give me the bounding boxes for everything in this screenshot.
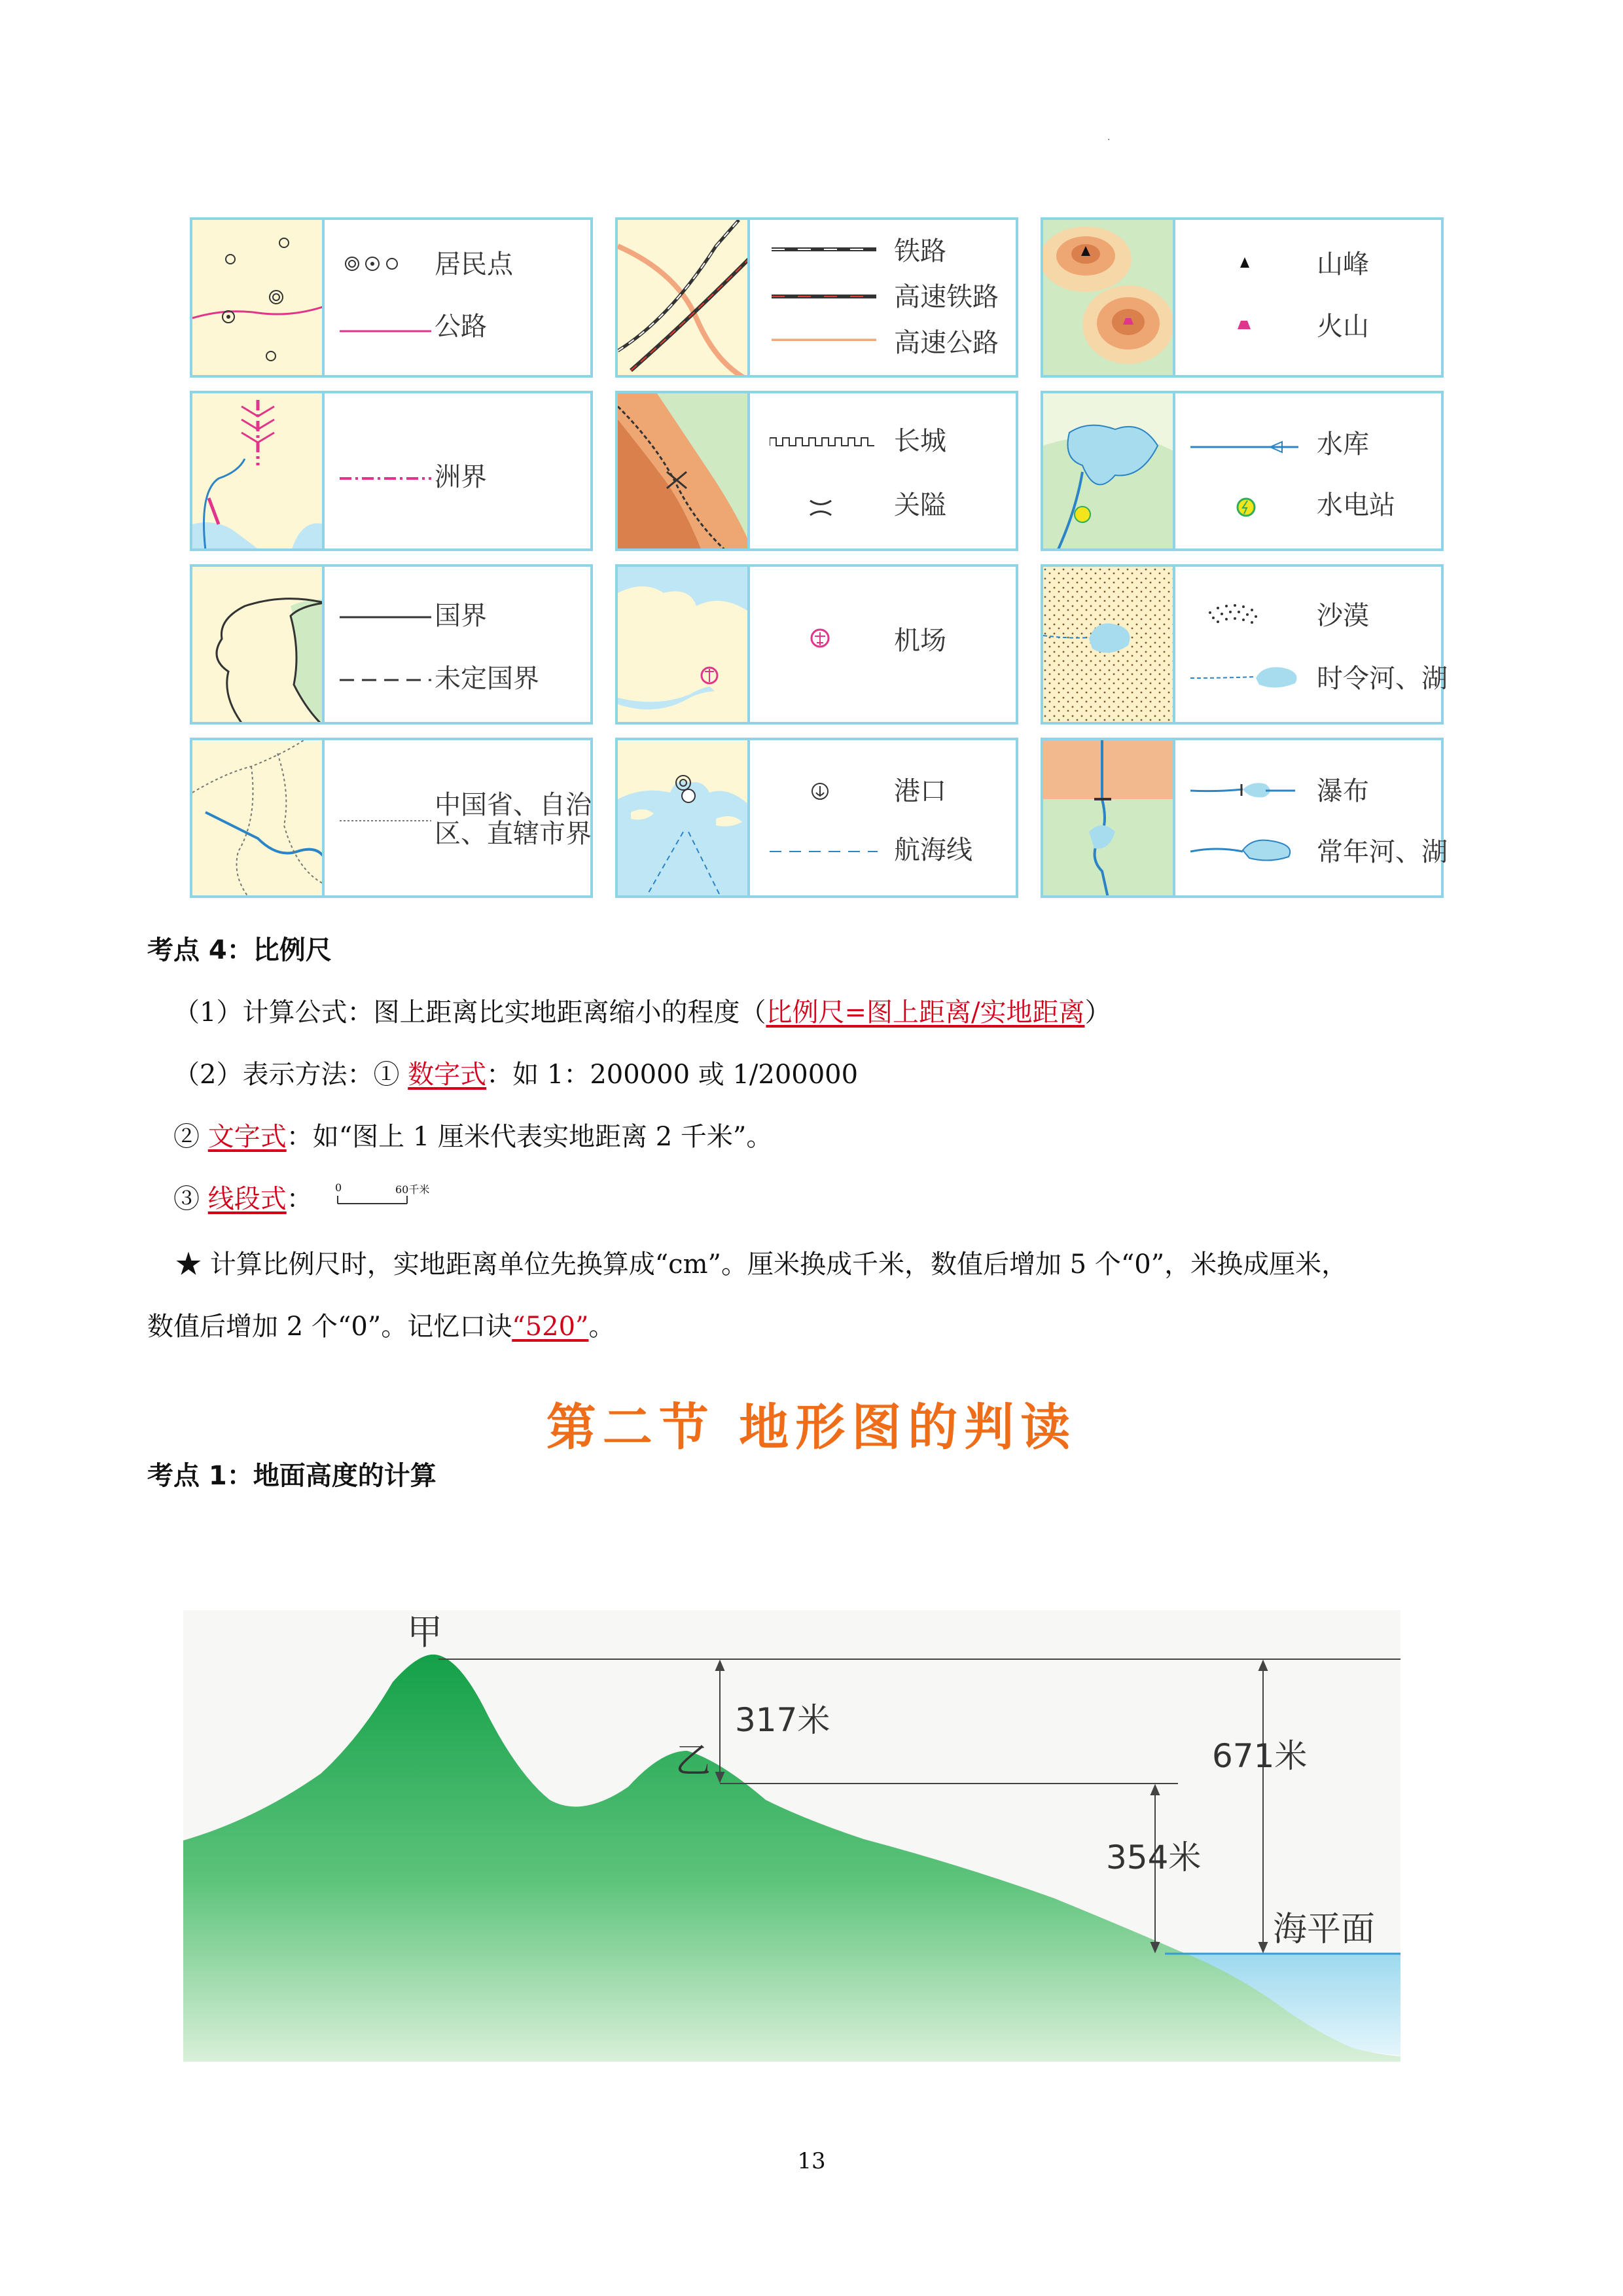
scale-formula-prefix: （1）计算公式：图上距离比实地距离缩小的程度（: [173, 997, 766, 1028]
residential-map-icon: [192, 220, 325, 375]
peak-symbol-icon: [1238, 256, 1251, 269]
numeric-scale-term: 数字式: [408, 1060, 487, 1090]
hydropower-symbol-icon: [1236, 497, 1257, 518]
railway-symbols-icon: [772, 243, 876, 341]
legend-cell-desert-seasonal: [1041, 564, 1448, 725]
relief-map-icon: [1043, 220, 1175, 375]
desert-map-icon: [1043, 567, 1175, 722]
conversion-note-line2: [147, 1314, 615, 1340]
line-scale-term: 线段式: [207, 1184, 287, 1214]
peak-a-label: 甲: [407, 1611, 442, 1653]
desert-label: 沙漠: [1317, 601, 1369, 631]
mnemonic-520: “520”: [512, 1312, 589, 1342]
line-scale-colon: ：: [286, 1184, 313, 1214]
scale-formula-line: [173, 999, 1111, 1026]
numeric-scale-example: ：如 1：200000 或 1/200000: [486, 1060, 859, 1090]
scale-method-text-line: [173, 1124, 772, 1150]
stray-dot: ·: [1107, 135, 1111, 145]
pass-label: 关隘: [894, 490, 946, 520]
hydropower-label: 水电站: [1317, 490, 1395, 520]
peak-b-label: 乙: [675, 1740, 711, 1781]
road-label: 公路: [435, 312, 487, 342]
sea-level-label: 海平面: [1273, 1910, 1376, 1949]
high-speed-railway-label: 高速铁路: [894, 282, 999, 312]
railway-map-icon: [618, 220, 750, 375]
method-prefix: （2）表示方法：①: [173, 1060, 408, 1090]
seasonal-river-lake-label: 时令河、湖: [1317, 664, 1448, 694]
section-title: 第二节 地形图的判读: [546, 1398, 1077, 1456]
pass-symbol-icon: [808, 498, 834, 518]
great-wall-label: 长城: [894, 426, 946, 456]
great-wall-symbol-icon: [770, 434, 878, 450]
scale-zero: 0: [335, 1181, 342, 1194]
harbor-map-icon: [618, 740, 750, 895]
line-method-prefix: ③: [173, 1184, 208, 1214]
volcano-label: 火山: [1317, 312, 1369, 342]
legend-cell-provincial-boundary: [190, 738, 593, 898]
provincial-boundary-label-line2: 区、直辖市界: [435, 819, 592, 849]
seasonal-river-lake-symbol-icon: [1190, 658, 1302, 691]
expressway-label: 高速公路: [894, 328, 999, 358]
scale-formula-suffix: ）: [1084, 997, 1111, 1028]
perennial-river-lake-symbol-icon: [1190, 832, 1302, 865]
national-boundary-map-icon: [192, 567, 325, 722]
scale-60km: 60千米: [395, 1183, 430, 1196]
national-boundary-symbol-icon: [340, 614, 431, 620]
airport-label: 机场: [894, 626, 946, 656]
undefined-boundary-label: 未定国界: [435, 664, 539, 694]
scale-method-line-line: [173, 1186, 313, 1212]
map-legend: [190, 217, 1452, 898]
waterfall-symbol-icon: [1190, 776, 1302, 802]
conversion-note-line1: ★ 计算比例尺时，实地距离单位先换算成“cm”。厘米换成千米，数值后增加 5 个“0”，米换成厘米，: [175, 1249, 1348, 1280]
legend-cell-airport: [615, 564, 1018, 725]
text-scale-example: ：如“图上 1 厘米代表实地距离 2 千米”。: [286, 1122, 773, 1152]
railway-label: 铁路: [894, 236, 946, 266]
text-scale-term: 文字式: [207, 1122, 287, 1152]
reservoir-label: 水库: [1317, 429, 1369, 459]
text-method-prefix: ②: [173, 1122, 208, 1152]
legend-cell-national-boundary: [190, 564, 593, 725]
perennial-river-lake-label: 常年河、湖: [1317, 837, 1448, 867]
sea-route-label: 航海线: [894, 835, 972, 865]
harbor-symbol-icon: [810, 781, 830, 802]
provincial-boundary-label-line1: 中国省、自治: [435, 790, 592, 820]
harbor-label: 港口: [894, 776, 946, 806]
peak-a-height-label: 671米: [1212, 1737, 1308, 1775]
peak-label: 山峰: [1317, 249, 1369, 279]
scale-method-numeric-line: [173, 1062, 858, 1088]
waterfall-map-icon: [1043, 740, 1175, 895]
section1-heading: 考点 1：地面高度的计算: [147, 1461, 437, 1491]
reservoir-map-icon: [1043, 393, 1175, 548]
volcano-symbol-icon: [1236, 318, 1252, 331]
section4-heading: 考点 4：比例尺: [147, 935, 332, 965]
sea-route-symbol-icon: [770, 848, 878, 855]
legend-cell-harbor-searoute: [615, 738, 1018, 898]
waterfall-label: 瀑布: [1317, 776, 1369, 806]
reservoir-symbol-icon: [1190, 440, 1298, 454]
page-number: 13: [797, 2148, 826, 2174]
legend-cell-railways: [615, 217, 1018, 378]
note-line2-suffix: 。: [588, 1312, 615, 1342]
note-line2-prefix: 数值后增加 2 个“0”。记忆口诀: [147, 1312, 512, 1342]
continent-boundary-label: 洲界: [435, 462, 487, 492]
legend-cell-residential-road: [190, 217, 593, 378]
airport-map-icon: [618, 567, 750, 722]
great-wall-map-icon: [618, 393, 750, 548]
desert-symbol-icon: [1200, 598, 1266, 631]
legend-cell-reservoir-hydropower: [1041, 391, 1444, 551]
residential-label: 居民点: [435, 249, 513, 279]
national-boundary-label: 国界: [435, 601, 487, 631]
provincial-boundary-symbol-icon: [340, 817, 431, 824]
legend-cell-waterfall-perennial: [1041, 738, 1448, 898]
continent-boundary-map-icon: [192, 393, 325, 548]
peak-b-height-label: 354米: [1106, 1839, 1202, 1876]
height-diff-label: 317米: [735, 1701, 830, 1739]
legend-cell-greatwall-pass: [615, 391, 1018, 551]
residential-symbol-icon: [343, 254, 408, 274]
elevation-profile-figure: [177, 1610, 1420, 2062]
undefined-boundary-symbol-icon: [340, 677, 431, 683]
continent-boundary-symbol-icon: [340, 475, 431, 482]
provincial-boundary-map-icon: [192, 740, 325, 895]
line-scale-graphic: [335, 1181, 453, 1208]
legend-cell-continent-boundary: [190, 391, 593, 551]
airport-symbol-icon: [809, 627, 831, 649]
scale-formula: 比例尺=图上距离/实地距离: [766, 997, 1085, 1028]
legend-cell-peak-volcano: [1041, 217, 1444, 378]
road-symbol-icon: [340, 328, 431, 334]
